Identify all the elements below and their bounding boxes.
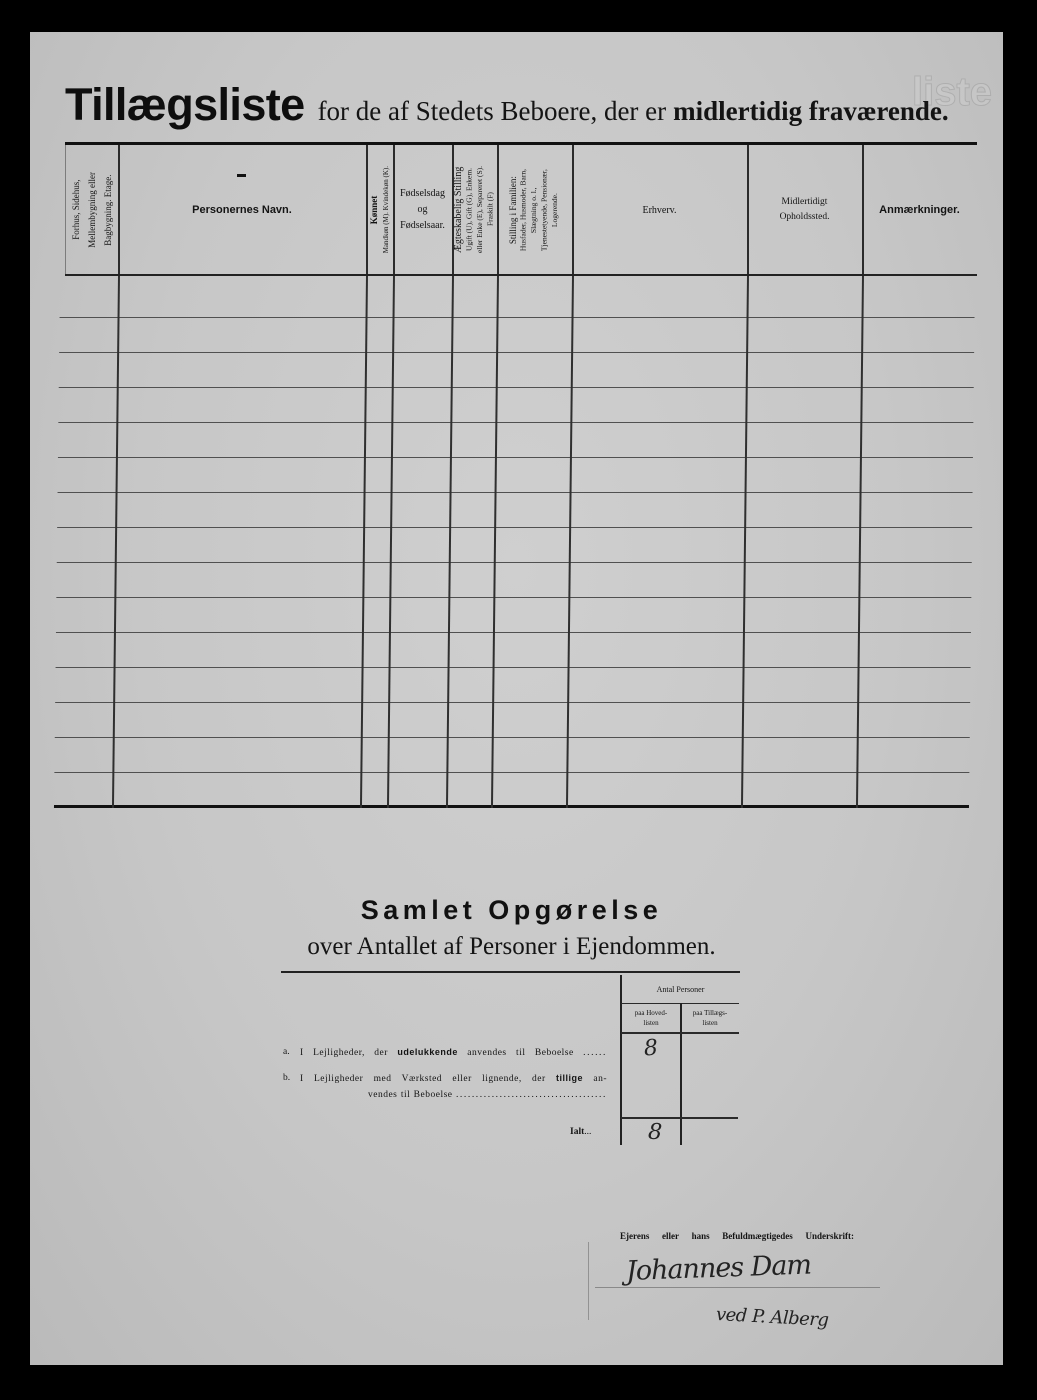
form-title [65, 79, 949, 131]
row-b-before: I Lejligheder med Værksted eller lignende, der [300, 1074, 546, 1084]
table-row [57, 493, 972, 528]
row-b-after: an- [593, 1074, 608, 1084]
extra-list-header [681, 1008, 739, 1028]
table-row [54, 738, 969, 773]
count-header: Antal Personer [656, 985, 705, 994]
signature-label: Ejerens eller hans Befuldmægtigedes Underskrift: [620, 1231, 854, 1241]
header-remarks: Anmærkninger. [879, 204, 960, 216]
table-row [58, 388, 973, 423]
header-line: Opholdssted. [779, 212, 830, 222]
table-row [59, 318, 974, 353]
total-label [570, 1126, 591, 1138]
table-row [58, 458, 973, 493]
row-a-text [300, 1046, 607, 1059]
header-line: Fraskilt (F) [485, 193, 494, 227]
header-location-text [68, 172, 116, 248]
header-line: paa Tillægs- [692, 1009, 728, 1017]
title-main: Tillægsliste [65, 79, 305, 130]
signature-divider [588, 1242, 589, 1320]
header-family-text [508, 169, 561, 251]
header-line: Tjenestetyende, Pensionær, [539, 169, 549, 251]
table-row [55, 703, 970, 738]
header-line: Logerende. [550, 193, 560, 227]
header-line: og [417, 204, 428, 215]
main-list-header [621, 1008, 681, 1028]
row-b-text-line2 [368, 1089, 607, 1101]
row-b-marker: b. [283, 1073, 291, 1083]
row-a-marker: a. [283, 1047, 290, 1057]
header-line: Stilling i Familien: [508, 176, 519, 245]
table-row [54, 773, 969, 808]
header-occupation: Erhverv. [642, 204, 677, 216]
table-row [56, 633, 971, 668]
table-row [60, 276, 975, 318]
row-a-leader: ...... [583, 1048, 607, 1058]
row-b-text [300, 1072, 607, 1085]
header-line: eller Enke (E), Separeret (S). [474, 166, 484, 254]
header-line: Mandkøn (M). Kvindekøn (K). [381, 166, 390, 254]
table-row [56, 598, 971, 633]
total-leader: ... [584, 1127, 592, 1137]
title-emphasis: midlertidig fraværende. [673, 96, 949, 126]
bleed-through-text: liste [912, 70, 993, 114]
title-rest: for de af Stedets Beboere, der er [317, 96, 667, 126]
row-b-leader: ...................................... [455, 1090, 607, 1100]
header-line: Husfader, Husmoder, Barn, [518, 168, 528, 252]
header-birth-text [400, 186, 445, 234]
total-main-count: 8 [647, 1119, 663, 1146]
header-line: Mellembygning eller [86, 172, 97, 248]
header-sex [366, 145, 393, 275]
summary-rule [281, 971, 740, 973]
header-line: listen [643, 1019, 659, 1027]
row-a-before: I Lejligheder, der [300, 1048, 388, 1058]
header-line: Bagbygning. Etage. [102, 174, 113, 246]
header-marital [452, 145, 497, 275]
header-line: Ugift (U), Gift (G), Enkem. [464, 168, 473, 252]
header-location [65, 145, 118, 275]
header-line: paa Hoved- [634, 1009, 668, 1017]
header-birth [393, 145, 452, 275]
table-row [56, 563, 971, 598]
row-b-line2: vendes til Beboelse [368, 1090, 453, 1100]
header-line: listen [702, 1019, 718, 1027]
header-temp-residence-text [780, 195, 830, 225]
header-temp-residence [747, 145, 862, 275]
header-sex-text [368, 166, 392, 253]
signature-name: Johannes Dam [625, 1249, 812, 1287]
header-line: Midlertidigt [781, 197, 828, 207]
header-family [497, 145, 572, 275]
header-line: Ægteskabelig Stilling [452, 166, 464, 254]
table-body [0, 276, 1037, 809]
header-line: Slægtning o. l., [529, 187, 539, 233]
header-line: Fødselsaar. [400, 220, 445, 231]
table-row [57, 528, 972, 563]
row-a-after: anvendes til Beboelse [467, 1048, 574, 1058]
row-a-emphasis: udelukkende [397, 1047, 458, 1057]
table-row [55, 668, 970, 703]
header-marital-text [454, 166, 496, 253]
row-b-emphasis: tillige [556, 1073, 584, 1083]
signature-proxy: ved P. Alberg [715, 1304, 829, 1331]
table-row [59, 353, 974, 388]
table-row [58, 423, 973, 458]
header-line: Forhus, Sidehus, [70, 179, 81, 241]
summary-title: Samlet Opgørelse [360, 895, 663, 925]
header-name: Personernes Navn. [192, 204, 292, 216]
summary-subtitle: over Antallet af Personer i Ejendommen. [307, 933, 716, 960]
total-label-text: Ialt [570, 1127, 585, 1137]
header-line: Fødselsdag [400, 188, 445, 199]
header-line: Kønnet [368, 195, 379, 225]
row-a-main-count: 8 [643, 1035, 659, 1062]
